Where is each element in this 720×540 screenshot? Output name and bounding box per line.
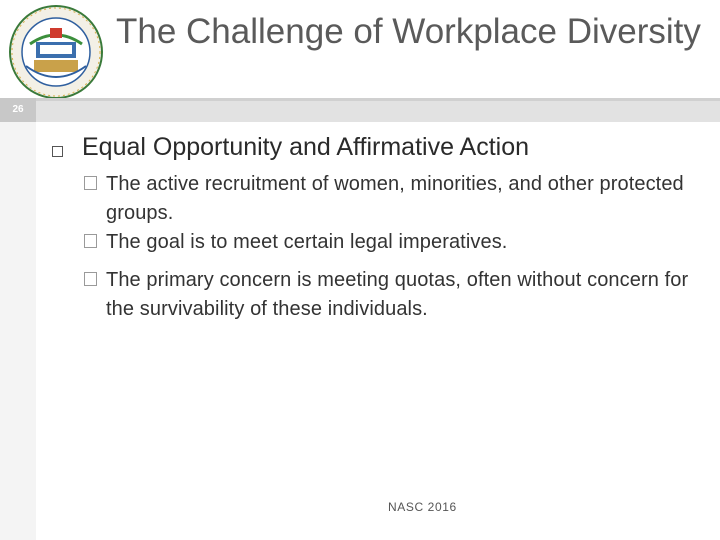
square-bullet-icon [52, 140, 82, 162]
sub-point-text: The active recruitment of women, minorities, and other protected groups. [106, 173, 684, 224]
list-item [84, 170, 700, 228]
header-band-edge [36, 98, 720, 101]
nasc-emblem-icon [6, 4, 106, 100]
sub-point-text: The primary concern is meeting quotas, often without concern for the survivability of these individuals. [106, 269, 689, 320]
side-strip [0, 122, 36, 540]
footer-text: NASC 2016 [388, 500, 457, 514]
checkbox-bullet-icon [84, 176, 97, 190]
list-item [84, 266, 700, 324]
checkbox-bullet-icon [84, 272, 97, 286]
main-point: Equal Opportunity and Affirmative Action [82, 133, 530, 161]
slide-title: The Challenge of Workplace Diversity [116, 12, 701, 51]
slide-number: 26 [12, 104, 24, 115]
sub-point-text: The goal is to meet certain legal imperatives. [106, 231, 508, 253]
header-band [36, 98, 720, 122]
checkbox-bullet-icon [84, 234, 97, 248]
list-item [84, 228, 700, 257]
